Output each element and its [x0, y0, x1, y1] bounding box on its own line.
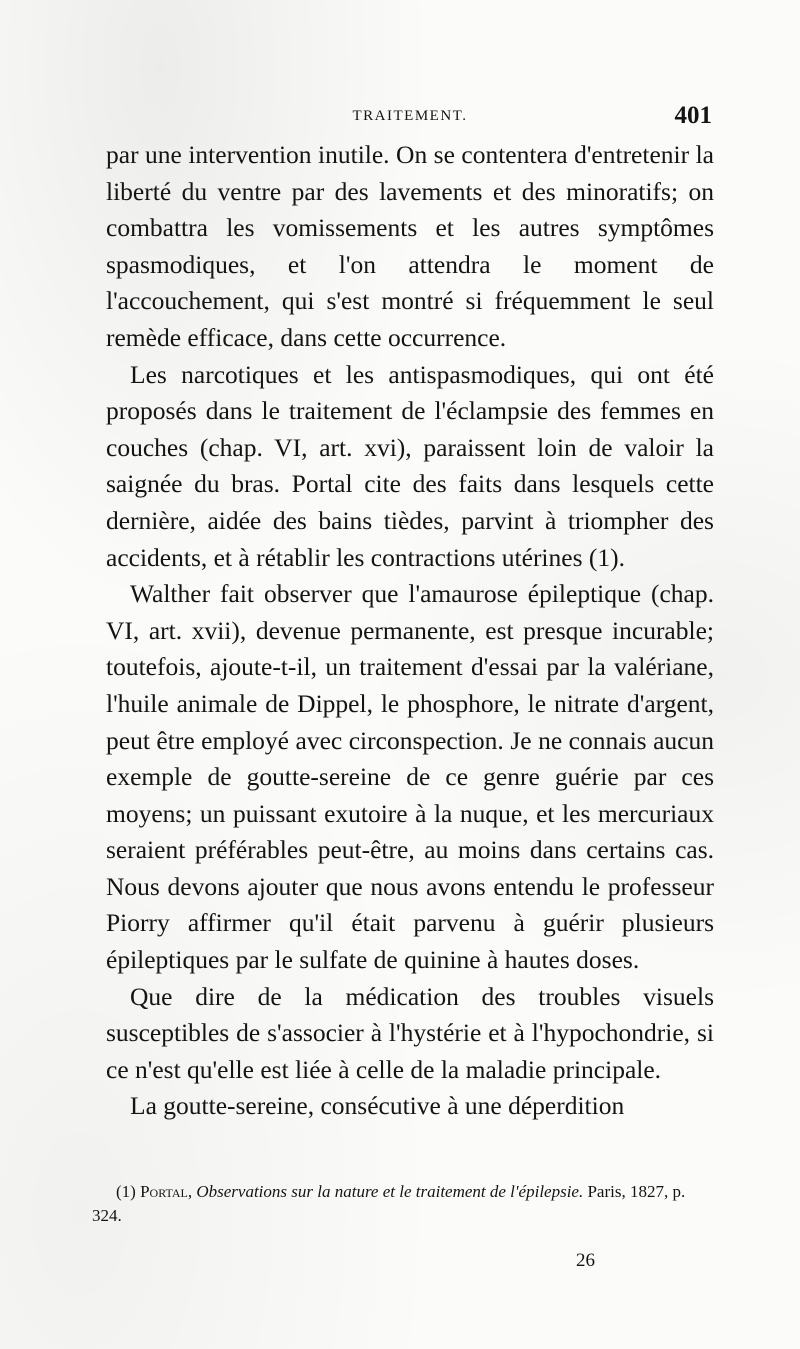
body-text [106, 137, 714, 1125]
footnote [92, 1180, 714, 1228]
paragraph-1: par une intervention inutile. On se contentera d'entretenir la liberté du ventre par des lavements et des minoratifs; on combattra les vomissements et les autres symptômes spasmodiques, et l'on attendra le moment de l'accouchement, qui s'est montré si fréquemment le seul remède efficace, dans cette occurrence. [106, 140, 714, 352]
signature-mark: 26 [576, 1250, 595, 1271]
paragraph-2: Les narcotiques et les antispasmodiques, qui ont été proposés dans le traitement de l'éclampsie des femmes en couches (chap. VI, art. xvi), paraissent loin de valoir la saignée du bras. Portal cite des faits dans lesquels cette dernière, aidée des bains tièdes, parvint à triompher des accidents, et à rétablir les contractions utérines (1). [106, 359, 714, 572]
paragraph-4: Que dire de la médication des troubles visuels susceptibles de s'associer à l'hystérie et à l'hypochondrie, si ce n'est qu'elle est liée à celle de la maladie principale. [106, 981, 714, 1084]
footnote-author: Portal, [140, 1182, 193, 1201]
running-title: TRAITEMENT. [352, 108, 468, 124]
footnote-publication: Paris, 1827, p. 324. [92, 1182, 686, 1225]
paragraph-3: Walther fait observer que l'amaurose épileptique (chap. VI, art. xvii), devenue permanente, est presque incurable; toutefois, ajoute-t-il, un traitement d'essai par la valériane, l'huile animale de Dippel, le phosphore, le nitrate d'argent, peut être employé avec circonspection. Je ne connais aucun exemple de goutte-sereine de ce genre guérie par ces moyens; un puissant exutoire à la nuque, et les mercuriaux seraient préférables peut-être, au moins dans certains cas. Nous devons ajouter que nous avons entendu le professeur Piorry affirmer qu'il était parvenu à guérir plusieurs épileptiques par le sulfate de quinine à hautes doses. [106, 579, 714, 975]
footnote-title: Observations sur la nature et le traitement de l'épilepsie. [196, 1182, 584, 1201]
footnote-marker: (1) [116, 1182, 136, 1201]
page-number: 401 [674, 102, 712, 129]
paragraph-5: La goutte-sereine, consécutive à une déperdition [130, 1091, 625, 1121]
page-header [108, 104, 712, 134]
